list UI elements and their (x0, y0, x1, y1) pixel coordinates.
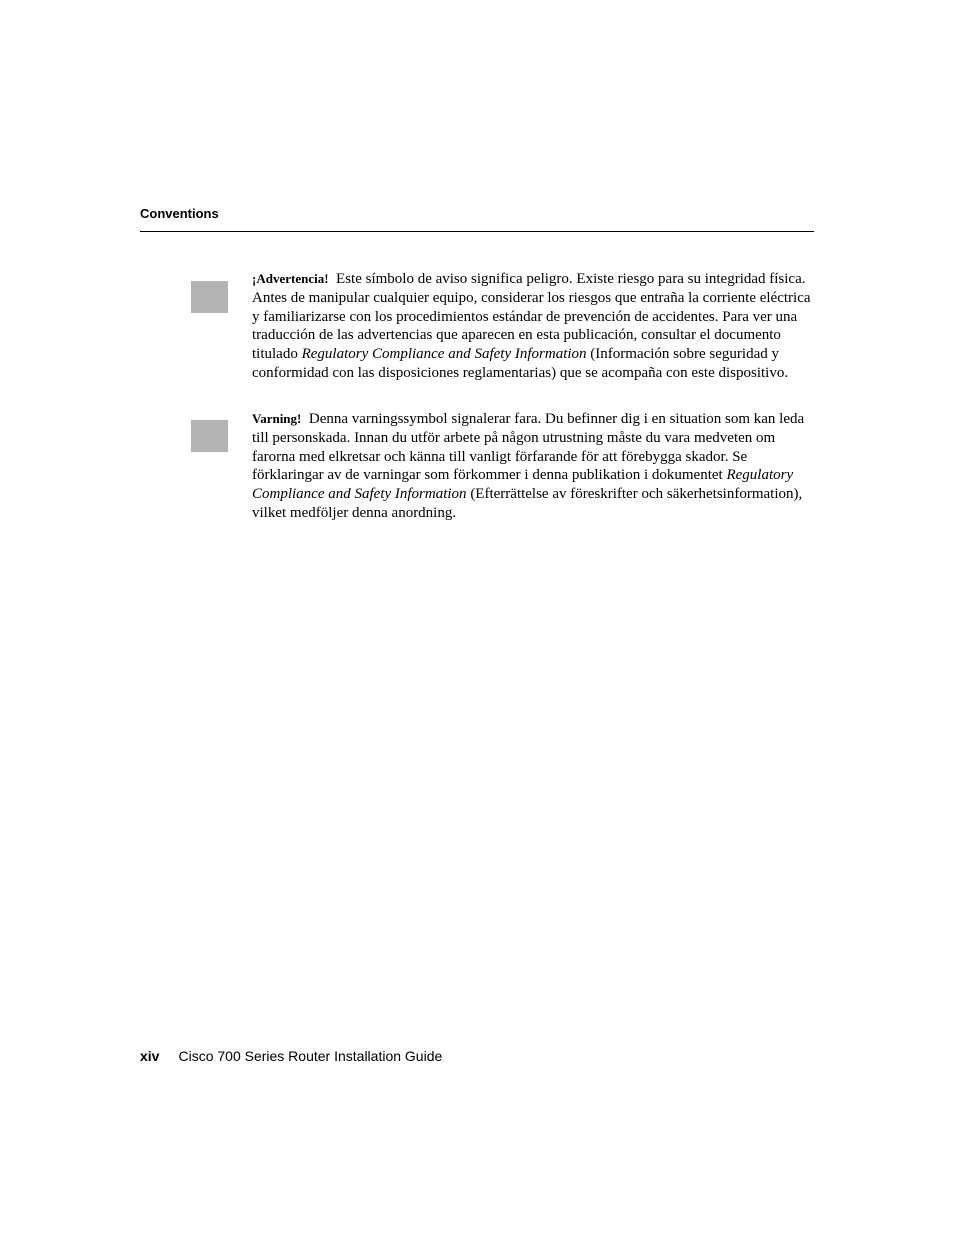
page-footer (140, 1048, 442, 1065)
warning-body: Este símbolo de aviso significa peligro. Existe riesgo para su integridad física. Antes de manipular cualquier equipo, considerar los riesgos que entraña la corriente eléctrica y familiarizarse con los procedimientos estándar de prevención de accidentes. Para ver una traducción de las advertencias que aparecen en esta publicación, consultar el documento titulado (252, 271, 811, 363)
warning-text (252, 410, 814, 523)
section-title: Conventions (140, 206, 219, 221)
page-number: xiv (140, 1048, 160, 1064)
warning-label: ¡Advertencia! (252, 271, 329, 286)
warning-icon (191, 281, 228, 313)
header-divider (140, 231, 814, 232)
warning-icon (191, 420, 228, 452)
warning-label: Varning! (252, 411, 302, 426)
warning-body-end: (Información sobre seguridad y conformidad con las disposiciones reglamentarias) que se acompaña con este dispositivo. (252, 346, 789, 381)
warning-text (252, 270, 814, 383)
book-title: Cisco 700 Series Router Installation Guide (178, 1048, 443, 1064)
document-title: Regulatory Compliance and Safety Information (252, 467, 794, 503)
warning-body-end: (Efterrättelse av föreskrifter och säkerhetsinformation), vilket medföljer denna anordning. (252, 486, 803, 521)
warning-body: Denna varningssymbol signalerar fara. Du befinner dig i en situation som kan leda till personskada. Innan du utför arbete på någon utrustning måste du vara medveten om farorna med elkretsar och känna till vanligt förfarande för att förebygga skador. Se förklaringar av de varningar som förkommer i denna publikation i dokumentet (252, 411, 805, 484)
document-title: Regulatory Compliance and Safety Information (301, 346, 587, 363)
